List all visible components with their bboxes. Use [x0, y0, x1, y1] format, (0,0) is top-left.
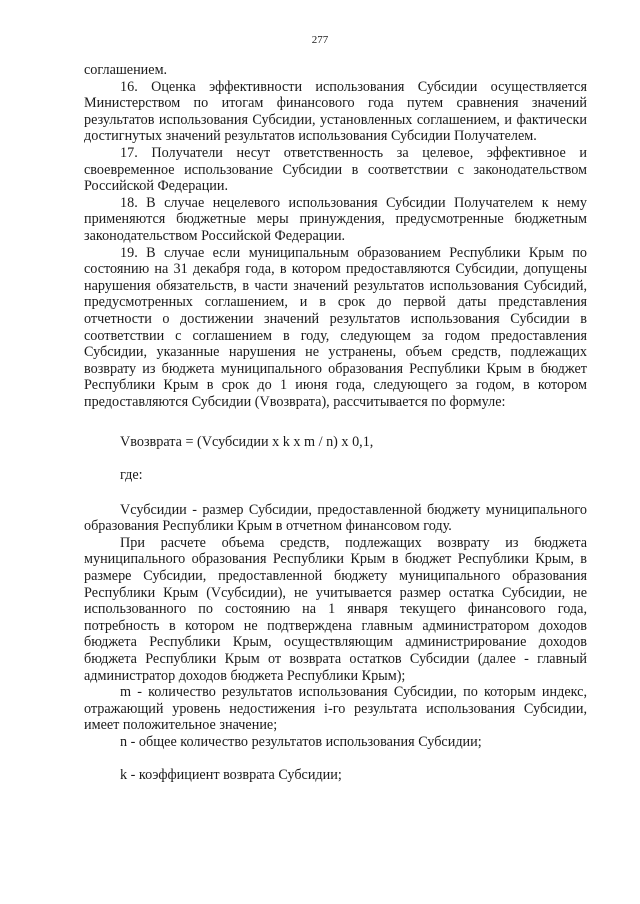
definition-k: k - коэффициент возврата Субсидии;: [120, 766, 342, 783]
definition-n: n - общее количество результатов использования Субсидии;: [120, 733, 482, 750]
definition-m: m - количество результатов использования Субсидии, по которым индекс, отражающий уровень недостижения i-го результата использования Субсидии, имеет положительное значение;: [84, 684, 587, 734]
definition-v-subsidy: Vсубсидии - размер Субсидии, предоставленной бюджету муниципального образования Республики Крым в отчетном финансовом году.: [84, 501, 587, 535]
document-body: [84, 62, 587, 783]
paragraph-19: 19. В случае если муниципальным образованием Республики Крым по состоянию на 31 декабря года, в котором предоставляются Субсидии, допущены нарушения обязательств, в части значений результатов использования Субсидий, предусмотренных соглашением, и в срок до первой даты представления отчетности о достижении значений результатов использования Субсидии в соответствии с соглашением в году, следующем за годом предоставления Субсидии, указанные нарушения не устранены, объем средств, подлежащих возврату из бюджета муниципального образования Республики Крым в бюджет Республики Крым в срок до 1 июня года, следующего за годом, в котором предоставляются Субсидии (Vвозврата), рассчитывается по формуле:: [84, 244, 587, 410]
paragraph-18: 18. В случае нецелевого использования Субсидии Получателем к нему применяются бюджетные меры принуждения, предусмотренные бюджетным законодательством Российской Федерации.: [84, 194, 587, 244]
paragraph-calculation: При расчете объема средств, подлежащих возврату из бюджета муниципального образования Республики Крым в бюджет Республики Крым, в размере Субсидии, предоставленной бюджету муниципального образования Республики Крым (Vсубсидии), не учитывается размер остатка Субсидии, не использованного по состоянию на 1 января текущего финансового года, потребность в котором не подтверждена главным администратором доходов бюджета Республики Крым, осуществляющим администрирование доходов бюджета Республики Крым от возврата остатков Субсидии (далее - главный администратор доходов бюджета Республики Крым);: [84, 534, 587, 684]
paragraph-17: 17. Получатели несут ответственность за целевое, эффективное и своевременное использование Субсидии в соответствии с законодательством Российской Федерации.: [84, 144, 587, 195]
formula: Vвозврата = (Vсубсидии x k x m / n) x 0,1,: [120, 434, 374, 451]
page-number: 277: [311, 34, 329, 46]
formula-where-label: где:: [120, 467, 143, 484]
paragraph-continuation: соглашением.: [84, 62, 168, 78]
paragraph-16: 16. Оценка эффективности использования Субсидии осуществляется Министерством по итогам финансового года путем сравнения значений результатов использования Субсидии, установленных соглашением, и фактически достигнутых значений результатов использования Субсидии Получателем.: [84, 78, 587, 145]
